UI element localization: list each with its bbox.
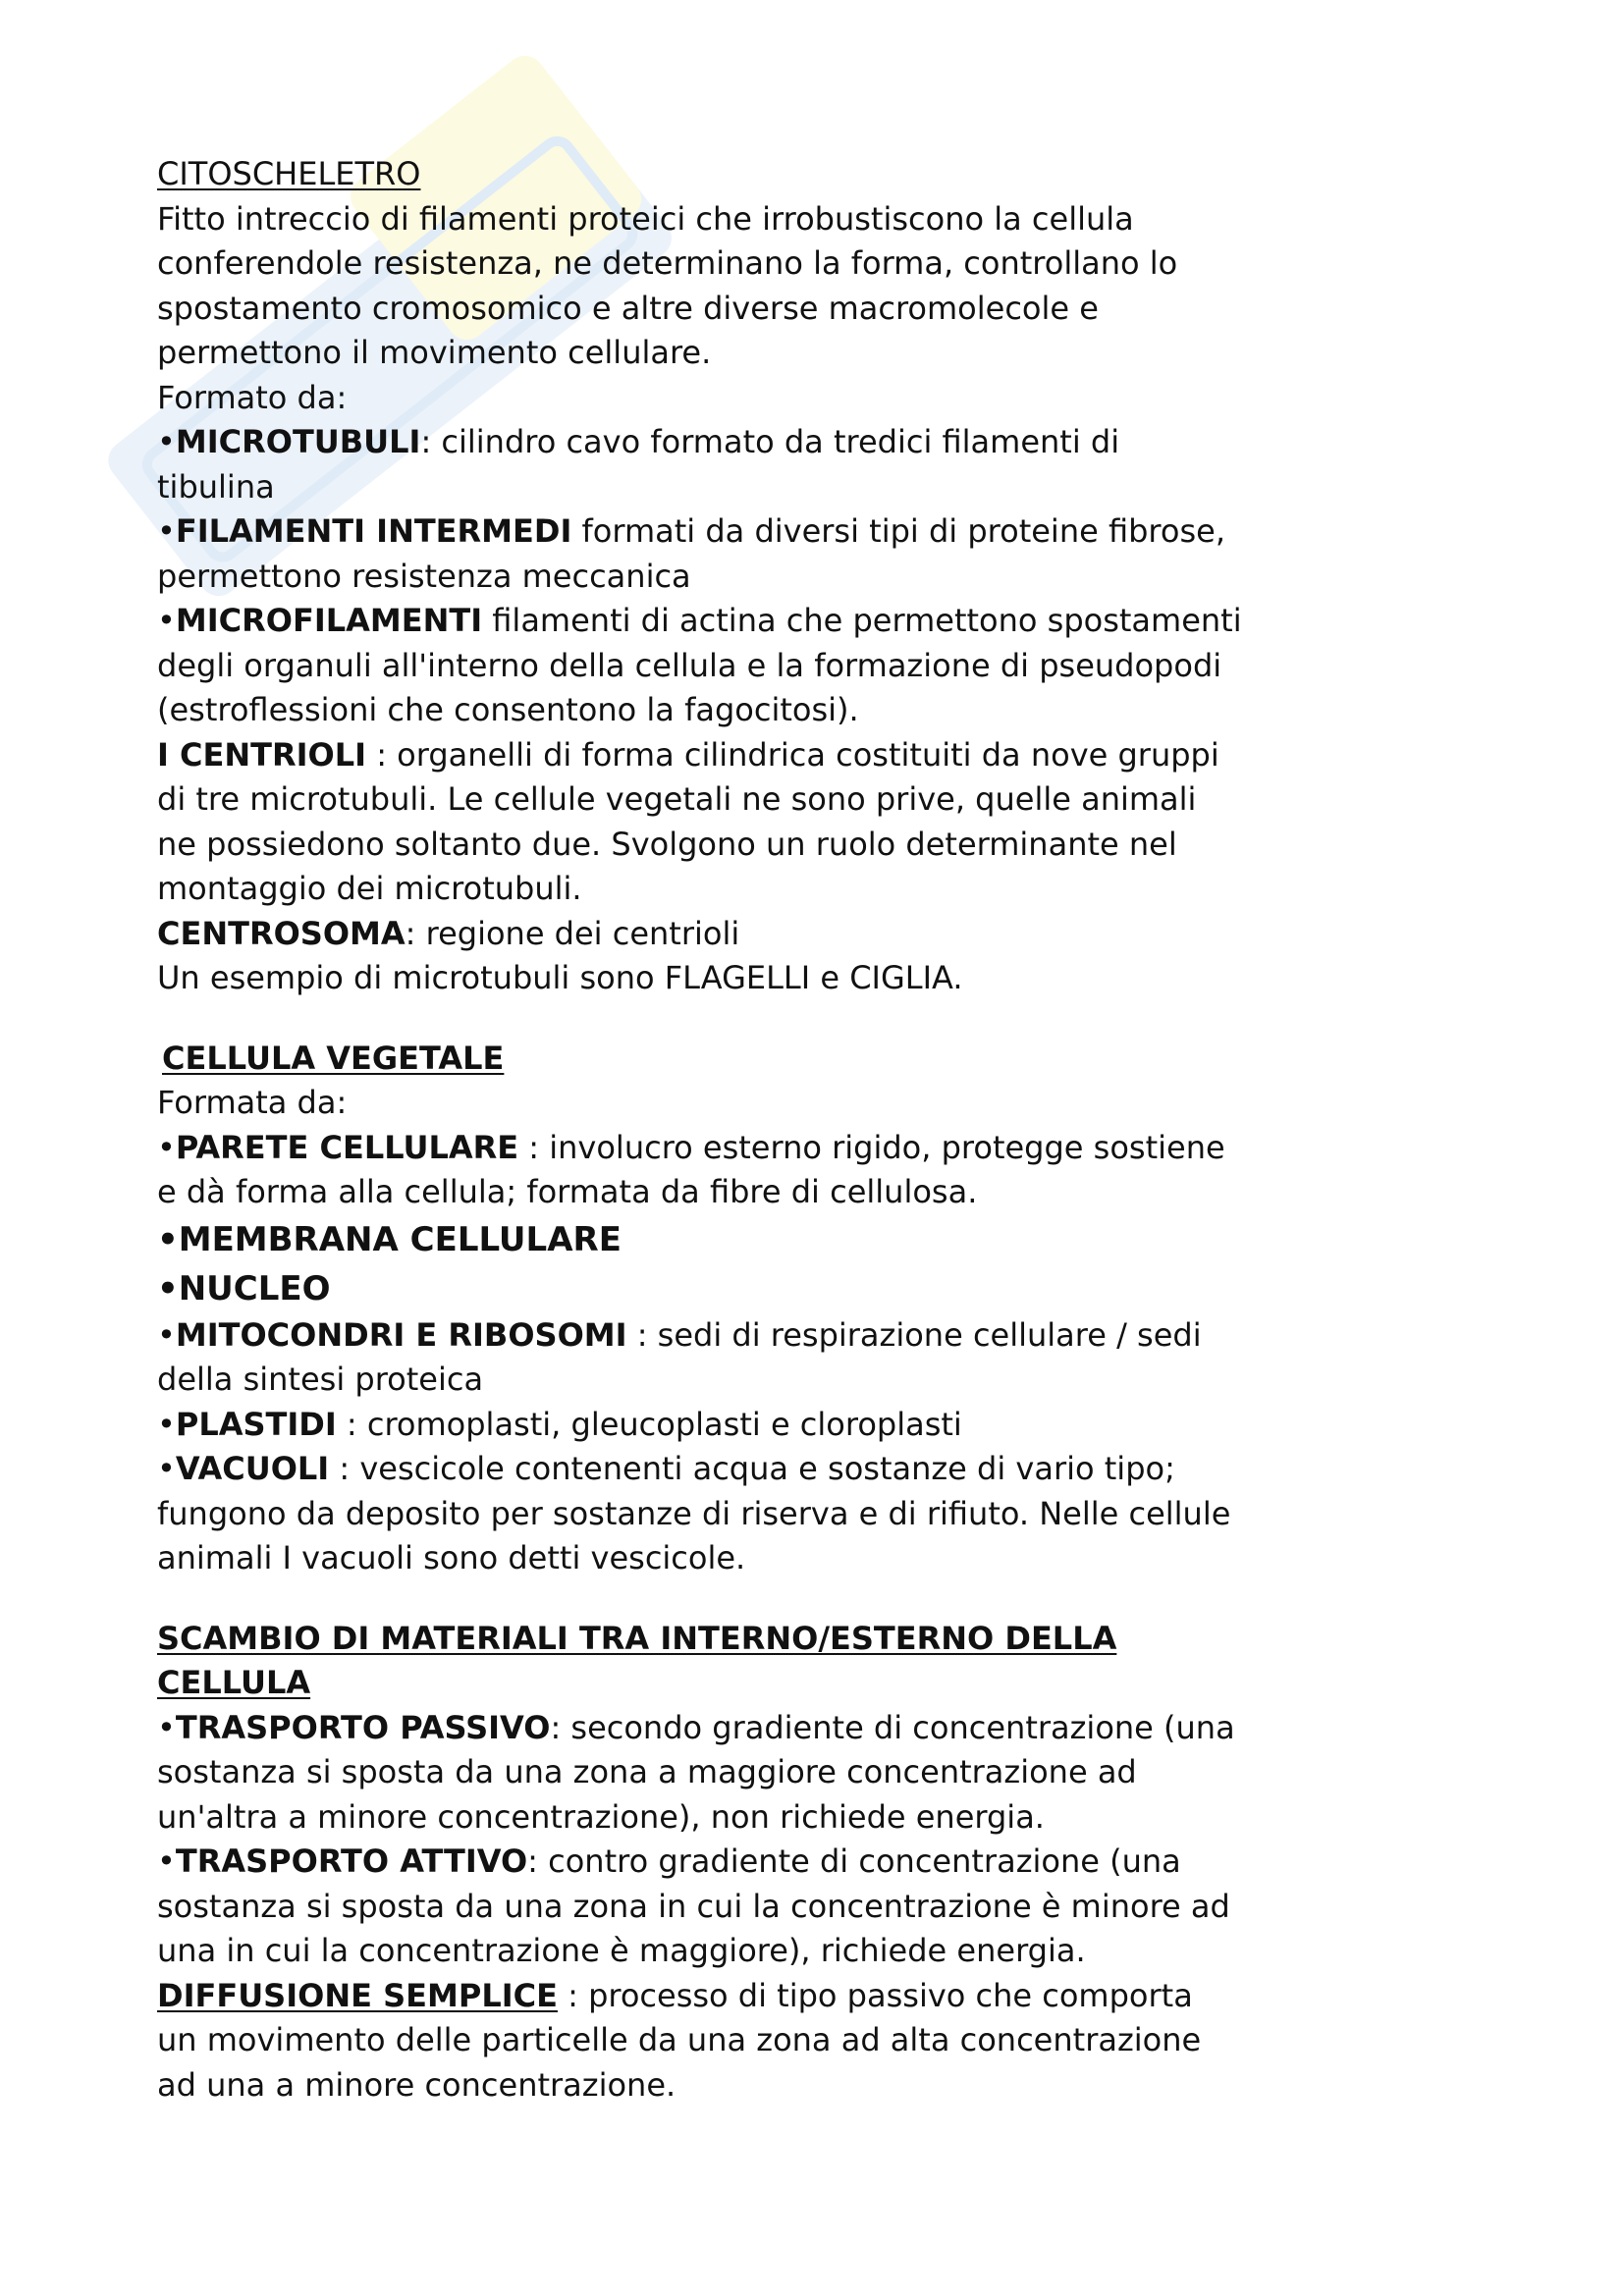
text-run: • — [157, 1708, 176, 1746]
text-line — [157, 1840, 1242, 1885]
text-run: permettono resistenza meccanica — [157, 557, 691, 595]
bold-term: MICROTUBULI — [175, 423, 421, 460]
text-run: : processo di tipo passivo che comporta — [557, 1976, 1193, 2014]
text-run: CITOSCHELETRO — [157, 155, 421, 192]
text-line — [157, 1536, 1242, 1581]
text-line — [157, 555, 1242, 600]
section — [157, 1617, 1242, 2109]
text-run: tibulina — [157, 467, 275, 506]
text-line — [157, 1447, 1242, 1492]
text-line — [157, 241, 1242, 287]
bold-term: SCAMBIO DI MATERIALI TRA INTERNO/ESTERNO DELLA — [157, 1619, 1117, 1657]
text-run: : regione dei centrioli — [405, 914, 740, 952]
text-run: degli organuli all'interno della cellula e la formazione di pseudopodi — [157, 646, 1222, 684]
text-run: • — [157, 602, 176, 639]
text-run: conferendole resistenza, ne determinano la forma, controllano lo — [157, 244, 1178, 282]
bold-term: MITOCONDRI E RIBOSOMI — [175, 1315, 627, 1354]
text-run: • — [157, 1842, 176, 1880]
text-line — [157, 599, 1242, 644]
text-run: : vescicole contenenti acqua e sostanze di vario tipo; — [329, 1450, 1175, 1487]
bold-term: TRASPORTO PASSIVO — [175, 1708, 551, 1746]
text-line — [157, 2063, 1242, 2109]
bold-term: •NUCLEO — [157, 1268, 331, 1308]
section — [157, 152, 1242, 1001]
text-line — [157, 1795, 1242, 1841]
text-run: • — [157, 1450, 176, 1487]
text-line — [157, 867, 1242, 912]
text-run: : involucro esterno rigido, protegge sostiene — [518, 1128, 1225, 1166]
text-run: : cilindro cavo formato da tredici filamenti di — [420, 423, 1120, 460]
text-run: animali I vacuoli sono detti vescicole. — [157, 1539, 746, 1576]
text-line — [157, 420, 1242, 465]
text-line — [157, 1126, 1242, 1171]
text-run: Un esempio di microtubuli sono FLAGELLI e CIGLIA. — [157, 959, 963, 996]
text-line — [157, 2018, 1242, 2063]
text-run: sostanza si sposta da una zona a maggiore concentrazione ad — [157, 1753, 1137, 1790]
text-run: ad una a minore concentrazione. — [157, 2065, 676, 2104]
section-heading-line — [157, 152, 1242, 197]
bold-term: CELLULA — [157, 1664, 311, 1701]
text-line — [157, 1081, 1242, 1126]
text-run: montaggio dei microtubuli. — [157, 870, 582, 907]
text-run: fungono da deposito per sostanze di riserva e di rifiuto. Nelle cellule — [157, 1494, 1231, 1532]
bold-term: TRASPORTO ATTIVO — [175, 1842, 528, 1880]
text-run: Formato da: — [157, 378, 348, 416]
text-run: un movimento delle particelle da una zona ad alta concentrazione — [157, 2021, 1202, 2058]
bold-term: MICROFILAMENTI — [175, 602, 483, 639]
text-line — [157, 1750, 1242, 1795]
text-line — [157, 823, 1242, 868]
text-line — [157, 197, 1242, 242]
bold-term: FILAMENTI INTERMEDI — [175, 512, 572, 550]
text-line — [157, 1170, 1242, 1215]
text-line — [157, 1264, 1242, 1313]
text-line — [157, 1974, 1242, 2019]
text-line — [157, 1403, 1242, 1448]
text-run: formati da diversi tipi di proteine fibrose, — [571, 512, 1225, 550]
text-line — [157, 1661, 1242, 1706]
text-run: • — [157, 1315, 176, 1354]
bold-term: •MEMBRANA CELLULARE — [157, 1219, 622, 1259]
text-line — [157, 331, 1242, 376]
text-run: : organelli di forma cilindrica costituiti da nove gruppi — [366, 735, 1219, 774]
text-run: di tre microtubuli. Le cellule vegetali ne sono prive, quelle animali — [157, 780, 1197, 818]
bold-term: DIFFUSIONE SEMPLICE — [157, 1976, 558, 2014]
text-line — [157, 733, 1242, 778]
bold-term: PARETE CELLULARE — [175, 1128, 519, 1166]
bold-term: VACUOLI — [175, 1450, 330, 1487]
text-line — [157, 644, 1242, 689]
text-line — [157, 465, 1242, 510]
text-run: spostamento cromosomico e altre diverse macromolecole e — [157, 289, 1099, 327]
text-run: della sintesi proteica — [157, 1361, 484, 1398]
bold-term: CENTROSOMA — [157, 914, 406, 952]
section — [157, 1037, 1242, 1581]
section-spacer — [157, 1001, 1242, 1037]
text-line — [157, 509, 1242, 555]
text-run: e dà forma alla cellula; formata da fibre di cellulosa. — [157, 1173, 978, 1210]
text-line — [157, 777, 1242, 823]
text-run: filamenti di actina che permettono spostamenti — [482, 602, 1242, 639]
text-run: un'altra a minore concentrazione), non richiede energia. — [157, 1797, 1045, 1836]
bold-term: I CENTRIOLI — [157, 735, 367, 774]
text-line — [157, 1706, 1242, 1751]
text-run: permettono il movimento cellulare. — [157, 334, 712, 371]
document-body — [157, 152, 1242, 2108]
text-line — [157, 1313, 1242, 1359]
text-run: ne possiedono soltanto due. Svolgono un ruolo determinante nel — [157, 825, 1177, 863]
text-run: una in cui la concentrazione è maggiore), richiede energia. — [157, 1932, 1086, 1969]
text-line — [157, 1492, 1242, 1537]
text-run: • — [157, 1128, 176, 1166]
text-run: Formata da: — [157, 1084, 348, 1121]
text-line — [157, 376, 1242, 421]
text-run: : secondo gradiente di concentrazione (una — [550, 1708, 1235, 1746]
section-heading-line — [157, 1037, 1242, 1082]
section-heading-line — [157, 1617, 1242, 1662]
text-run: sostanza si sposta da una zona in cui la concentrazione è minore ad — [157, 1887, 1230, 1925]
text-line — [157, 1215, 1242, 1264]
text-line — [157, 1885, 1242, 1930]
text-line — [157, 912, 1242, 957]
section-spacer — [157, 1581, 1242, 1617]
text-line — [157, 1929, 1242, 1974]
text-run: • — [157, 512, 176, 550]
text-run: : sedi di respirazione cellulare / sedi — [626, 1315, 1202, 1354]
text-run: : cromoplasti, gleucoplasti e cloroplasti — [336, 1405, 962, 1443]
bold-term: PLASTIDI — [175, 1405, 337, 1443]
bold-term: CELLULA VEGETALE — [162, 1039, 505, 1077]
text-run: Fitto intreccio di filamenti proteici che irrobustiscono la cellula — [157, 199, 1134, 238]
text-line — [157, 1358, 1242, 1403]
text-line — [157, 956, 1242, 1001]
text-run: (estroflessioni che consentono la fagocitosi). — [157, 691, 859, 728]
text-line — [157, 287, 1242, 332]
text-run: : contro gradiente di concentrazione (una — [527, 1842, 1181, 1880]
text-line — [157, 688, 1242, 733]
text-run: • — [157, 1405, 176, 1443]
text-run: • — [157, 423, 176, 460]
